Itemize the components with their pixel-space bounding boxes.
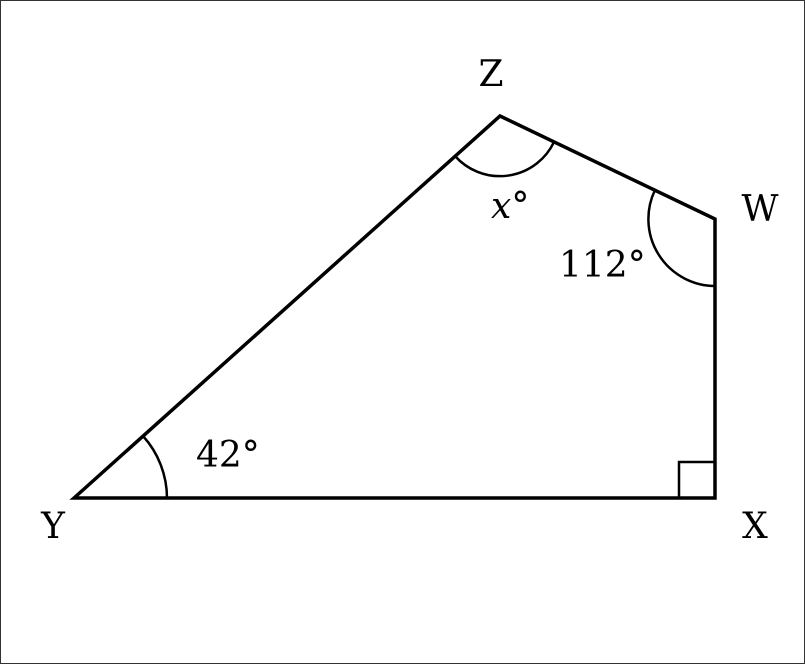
angle-label-w: 112°	[559, 245, 646, 286]
right-angle-marker	[679, 462, 715, 498]
quadrilateral-diagram	[1, 1, 805, 665]
angle-arc-z	[455, 142, 554, 176]
vertex-label-z: Z	[478, 54, 504, 95]
angle-label-z-variable: x	[491, 186, 512, 227]
vertex-label-y: Y	[41, 506, 65, 547]
vertex-label-w: W	[741, 189, 779, 230]
angle-arc-y	[143, 436, 167, 498]
angle-label-z	[491, 186, 529, 227]
angle-label-y: 42°	[196, 435, 260, 476]
vertex-label-x: X	[742, 506, 768, 547]
angle-label-z-degree: °	[511, 186, 530, 227]
quadrilateral-outline	[74, 116, 715, 498]
